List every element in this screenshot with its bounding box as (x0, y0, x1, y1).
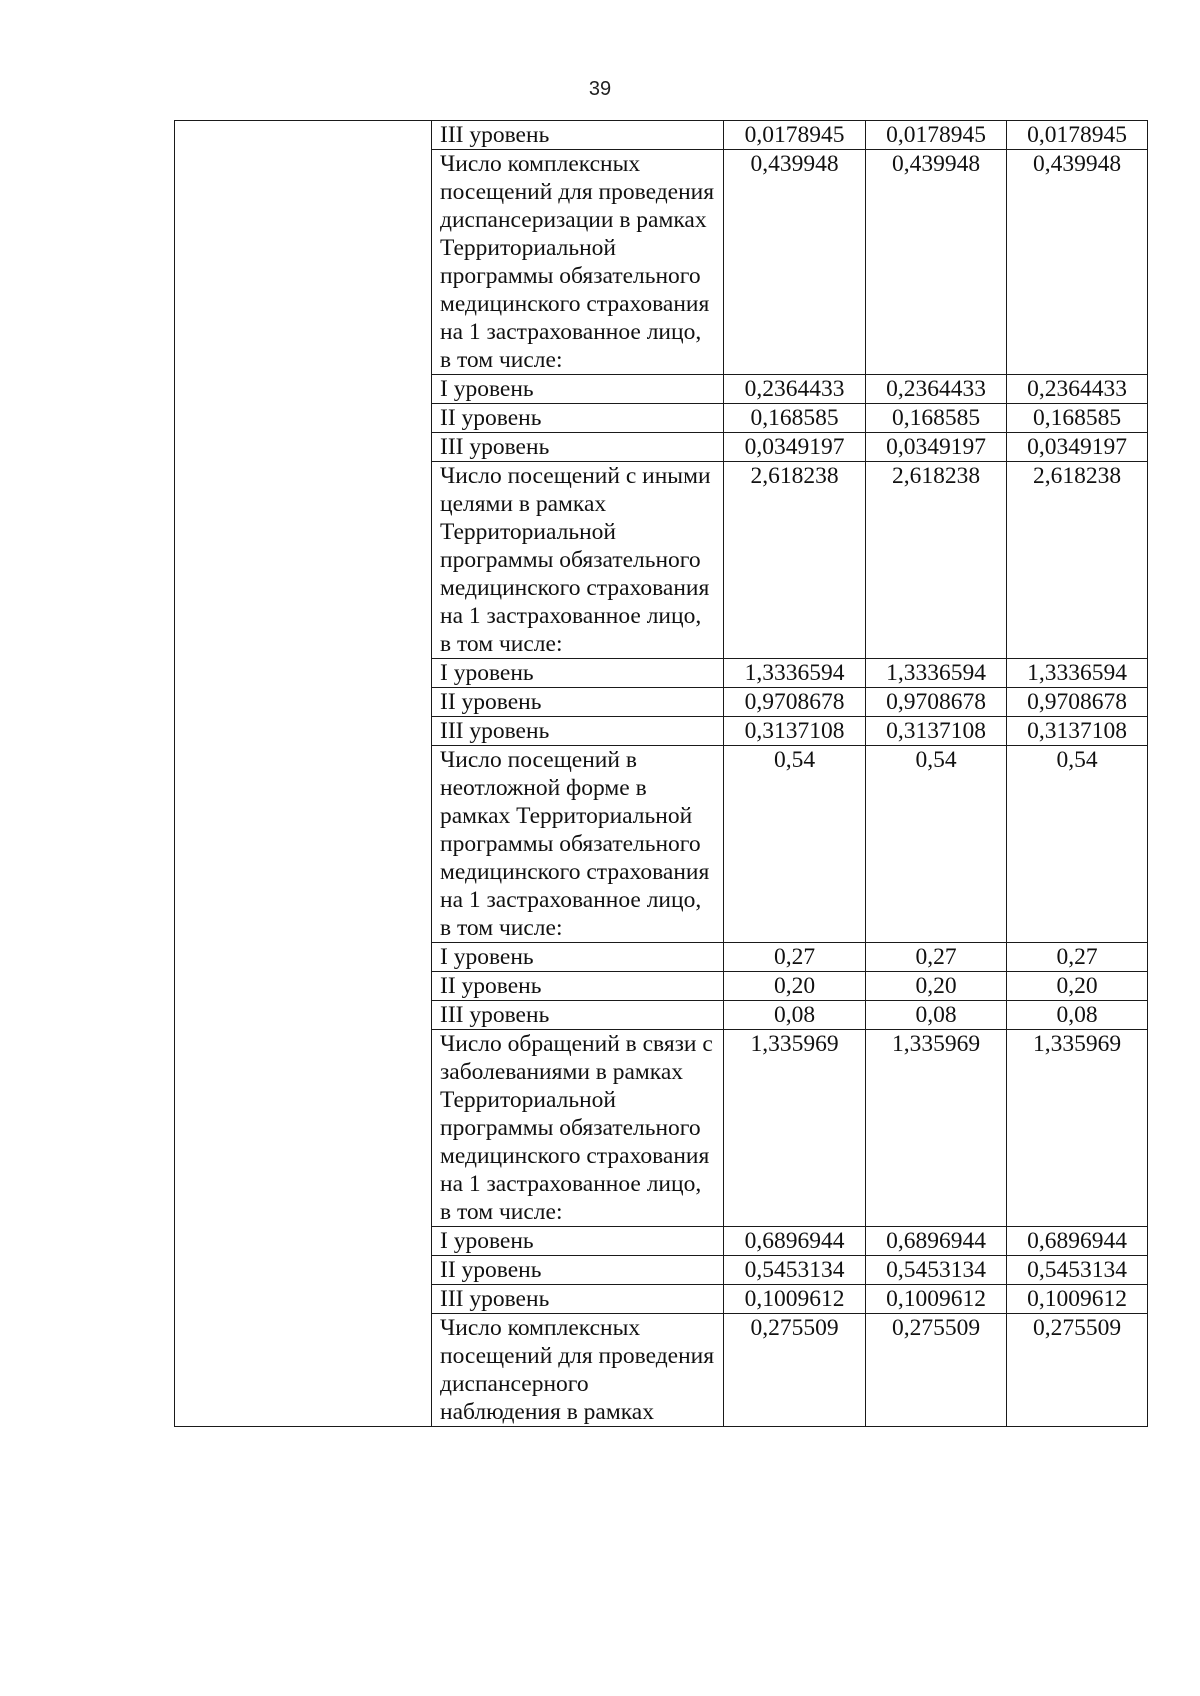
indicator-label: Число посещений в неотложной форме в рамках Территориальной программы обязательного медицинского страхования на 1 застрахованное лицо, в том числе: (432, 746, 724, 943)
indicator-label: II уровень (432, 404, 724, 433)
value-cell: 0,1009612 (724, 1285, 866, 1314)
value-cell: 0,6896944 (724, 1227, 866, 1256)
value-cell: 0,0178945 (1007, 121, 1148, 150)
value-cell: 0,6896944 (1007, 1227, 1148, 1256)
value-cell: 0,20 (1007, 972, 1148, 1001)
value-cell: 0,1009612 (866, 1285, 1007, 1314)
value-cell: 2,618238 (866, 462, 1007, 659)
value-cell: 1,335969 (1007, 1030, 1148, 1227)
value-cell: 0,2364433 (1007, 375, 1148, 404)
value-cell: 0,27 (866, 943, 1007, 972)
value-cell: 0,54 (1007, 746, 1148, 943)
value-cell: 1,3336594 (866, 659, 1007, 688)
value-cell: 0,439948 (1007, 150, 1148, 375)
value-cell: 0,0349197 (1007, 433, 1148, 462)
value-cell: 1,335969 (724, 1030, 866, 1227)
value-cell: 0,1009612 (1007, 1285, 1148, 1314)
value-cell: 0,275509 (1007, 1314, 1148, 1427)
value-cell: 0,3137108 (866, 717, 1007, 746)
value-cell: 2,618238 (1007, 462, 1148, 659)
indicator-label: I уровень (432, 659, 724, 688)
value-cell: 0,0349197 (724, 433, 866, 462)
value-cell: 0,2364433 (724, 375, 866, 404)
value-cell: 0,2364433 (866, 375, 1007, 404)
indicator-label: I уровень (432, 375, 724, 404)
value-cell: 0,168585 (1007, 404, 1148, 433)
indicators-table (174, 120, 1148, 1427)
value-cell: 0,275509 (724, 1314, 866, 1427)
value-cell: 0,6896944 (866, 1227, 1007, 1256)
indicator-label: III уровень (432, 433, 724, 462)
value-cell: 0,54 (724, 746, 866, 943)
value-cell: 0,9708678 (1007, 688, 1148, 717)
value-cell: 0,54 (866, 746, 1007, 943)
indicator-label: Число посещений с иными целями в рамках Территориальной программы обязательного медицинского страхования на 1 застрахованное лицо, в том числе: (432, 462, 724, 659)
value-cell: 0,0178945 (866, 121, 1007, 150)
indicator-label: Число обращений в связи с заболеваниями в рамках Территориальной программы обязательного медицинского страхования на 1 застрахованное лицо, в том числе: (432, 1030, 724, 1227)
value-cell: 0,5453134 (1007, 1256, 1148, 1285)
empty-first-column (175, 121, 432, 1427)
value-cell: 0,20 (866, 972, 1007, 1001)
value-cell: 0,439948 (866, 150, 1007, 375)
value-cell: 0,168585 (866, 404, 1007, 433)
value-cell: 0,0349197 (866, 433, 1007, 462)
value-cell: 0,168585 (724, 404, 866, 433)
value-cell: 0,0178945 (724, 121, 866, 150)
value-cell: 0,3137108 (1007, 717, 1148, 746)
value-cell: 1,3336594 (1007, 659, 1148, 688)
indicator-label: II уровень (432, 1256, 724, 1285)
table-body (175, 121, 1148, 1427)
value-cell: 0,9708678 (724, 688, 866, 717)
indicator-label: I уровень (432, 1227, 724, 1256)
value-cell: 0,275509 (866, 1314, 1007, 1427)
value-cell: 0,08 (866, 1001, 1007, 1030)
value-cell: 0,5453134 (724, 1256, 866, 1285)
value-cell: 0,08 (724, 1001, 866, 1030)
value-cell: 0,20 (724, 972, 866, 1001)
value-cell: 2,618238 (724, 462, 866, 659)
indicator-label: III уровень (432, 1285, 724, 1314)
indicator-label: II уровень (432, 972, 724, 1001)
indicator-label: Число комплексных посещений для проведения диспансеризации в рамках Территориальной программы обязательного медицинского страхования на 1 застрахованное лицо, в том числе: (432, 150, 724, 375)
table-row (175, 121, 1148, 150)
value-cell: 0,439948 (724, 150, 866, 375)
value-cell: 0,08 (1007, 1001, 1148, 1030)
value-cell: 1,3336594 (724, 659, 866, 688)
value-cell: 1,335969 (866, 1030, 1007, 1227)
value-cell: 0,3137108 (724, 717, 866, 746)
indicator-label: I уровень (432, 943, 724, 972)
value-cell: 0,27 (724, 943, 866, 972)
value-cell: 0,27 (1007, 943, 1148, 972)
indicator-label: III уровень (432, 1001, 724, 1030)
value-cell: 0,5453134 (866, 1256, 1007, 1285)
value-cell: 0,9708678 (866, 688, 1007, 717)
indicator-label: Число комплексных посещений для проведения диспансерного наблюдения в рамках (432, 1314, 724, 1427)
indicator-label: III уровень (432, 717, 724, 746)
indicator-label: III уровень (432, 121, 724, 150)
indicator-label: II уровень (432, 688, 724, 717)
page-number: 39 (588, 78, 612, 100)
